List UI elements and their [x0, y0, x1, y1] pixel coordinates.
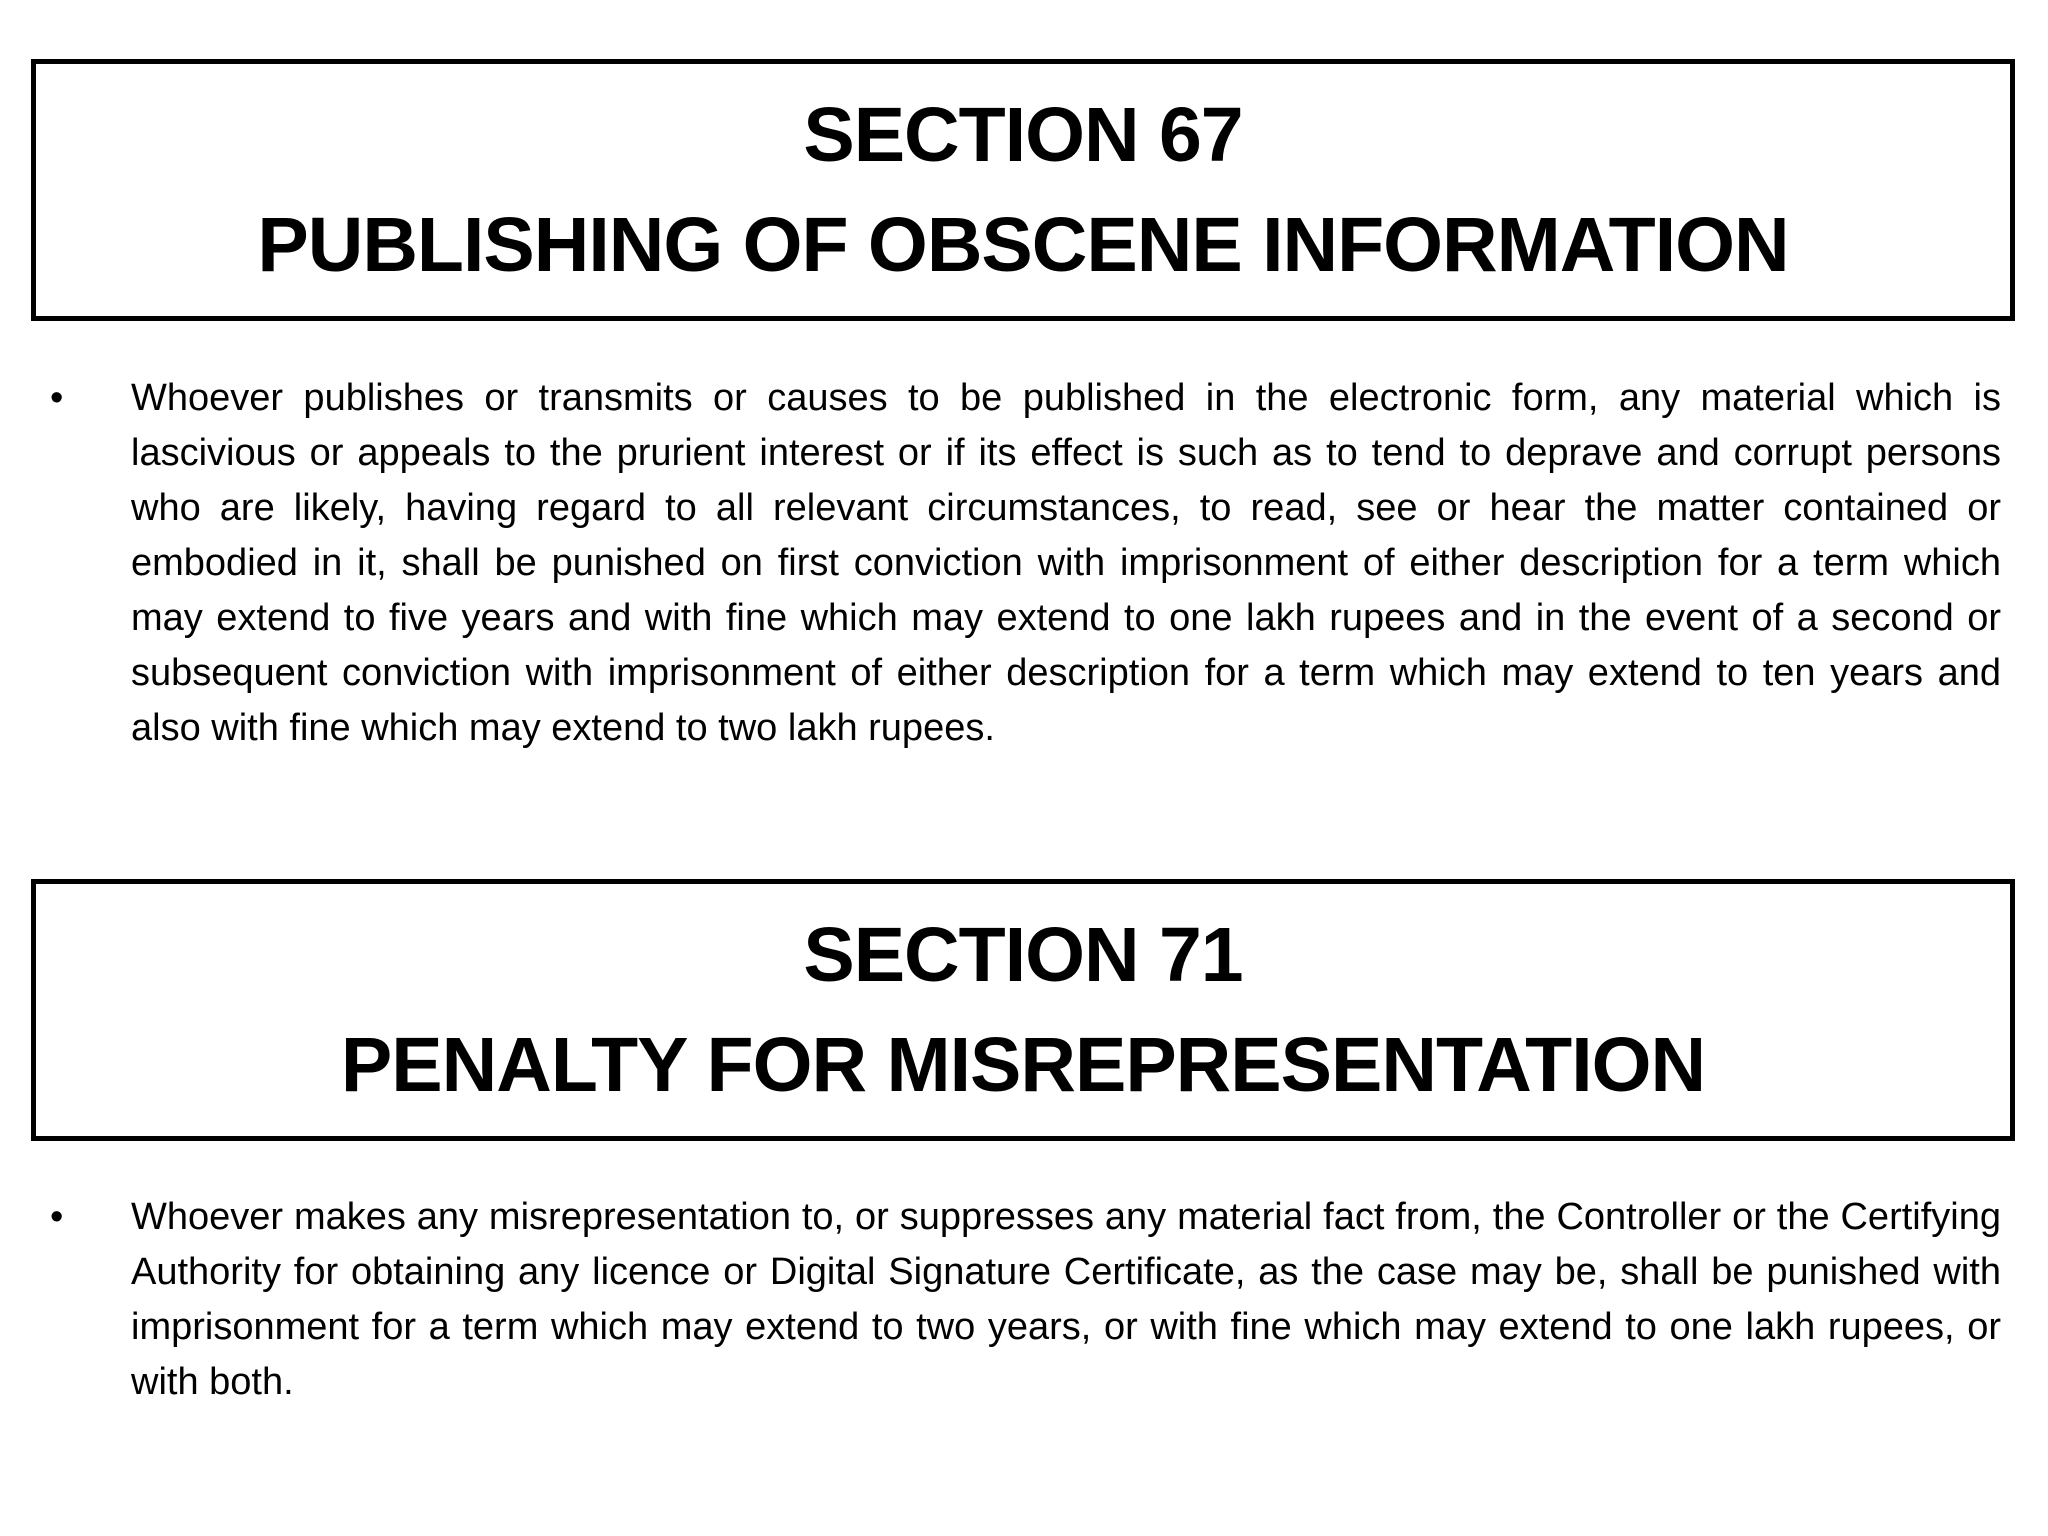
bullet-icon: • [50, 377, 64, 419]
section-67-title: PUBLISHING OF OBSCENE INFORMATION [257, 202, 1789, 288]
section-71-title: PENALTY FOR MISREPRESENTATION [340, 1022, 1706, 1108]
section-67-text: Whoever publishes or transmits or causes to be published in the electronic form, any material which is lascivious or appeals to the prurient interest or if its effect is such as to tend to deprave and corrupt persons who are likely, having regard to all relevant circumstances, to read, see or hear the matter contained or embodied in it, shall be punished on first conviction with imprisonment of either description for a term which may extend to five years and with fine which may extend to one lakh rupees and in the event of a second or subsequent conviction with imprisonment of either description for a term which may extend to ten years and also with fine which may extend to two lakh rupees. [131, 377, 2001, 749]
section-71-number: SECTION 71 [803, 912, 1243, 998]
section-67-heading-box [31, 59, 2015, 321]
section-67-number: SECTION 67 [803, 92, 1243, 178]
section-71-heading-box [31, 879, 2015, 1141]
bullet-icon: • [50, 1196, 64, 1238]
section-71-text: Whoever makes any misrepresentation to, or suppresses any material fact from, the Controller or the Certifying Authority for obtaining any licence or Digital Signature Certificate, as the case may be, shall be punished with imprisonment for a term which may extend to two years, or with fine which may extend to one lakh rupees, or with both. [131, 1196, 2001, 1403]
